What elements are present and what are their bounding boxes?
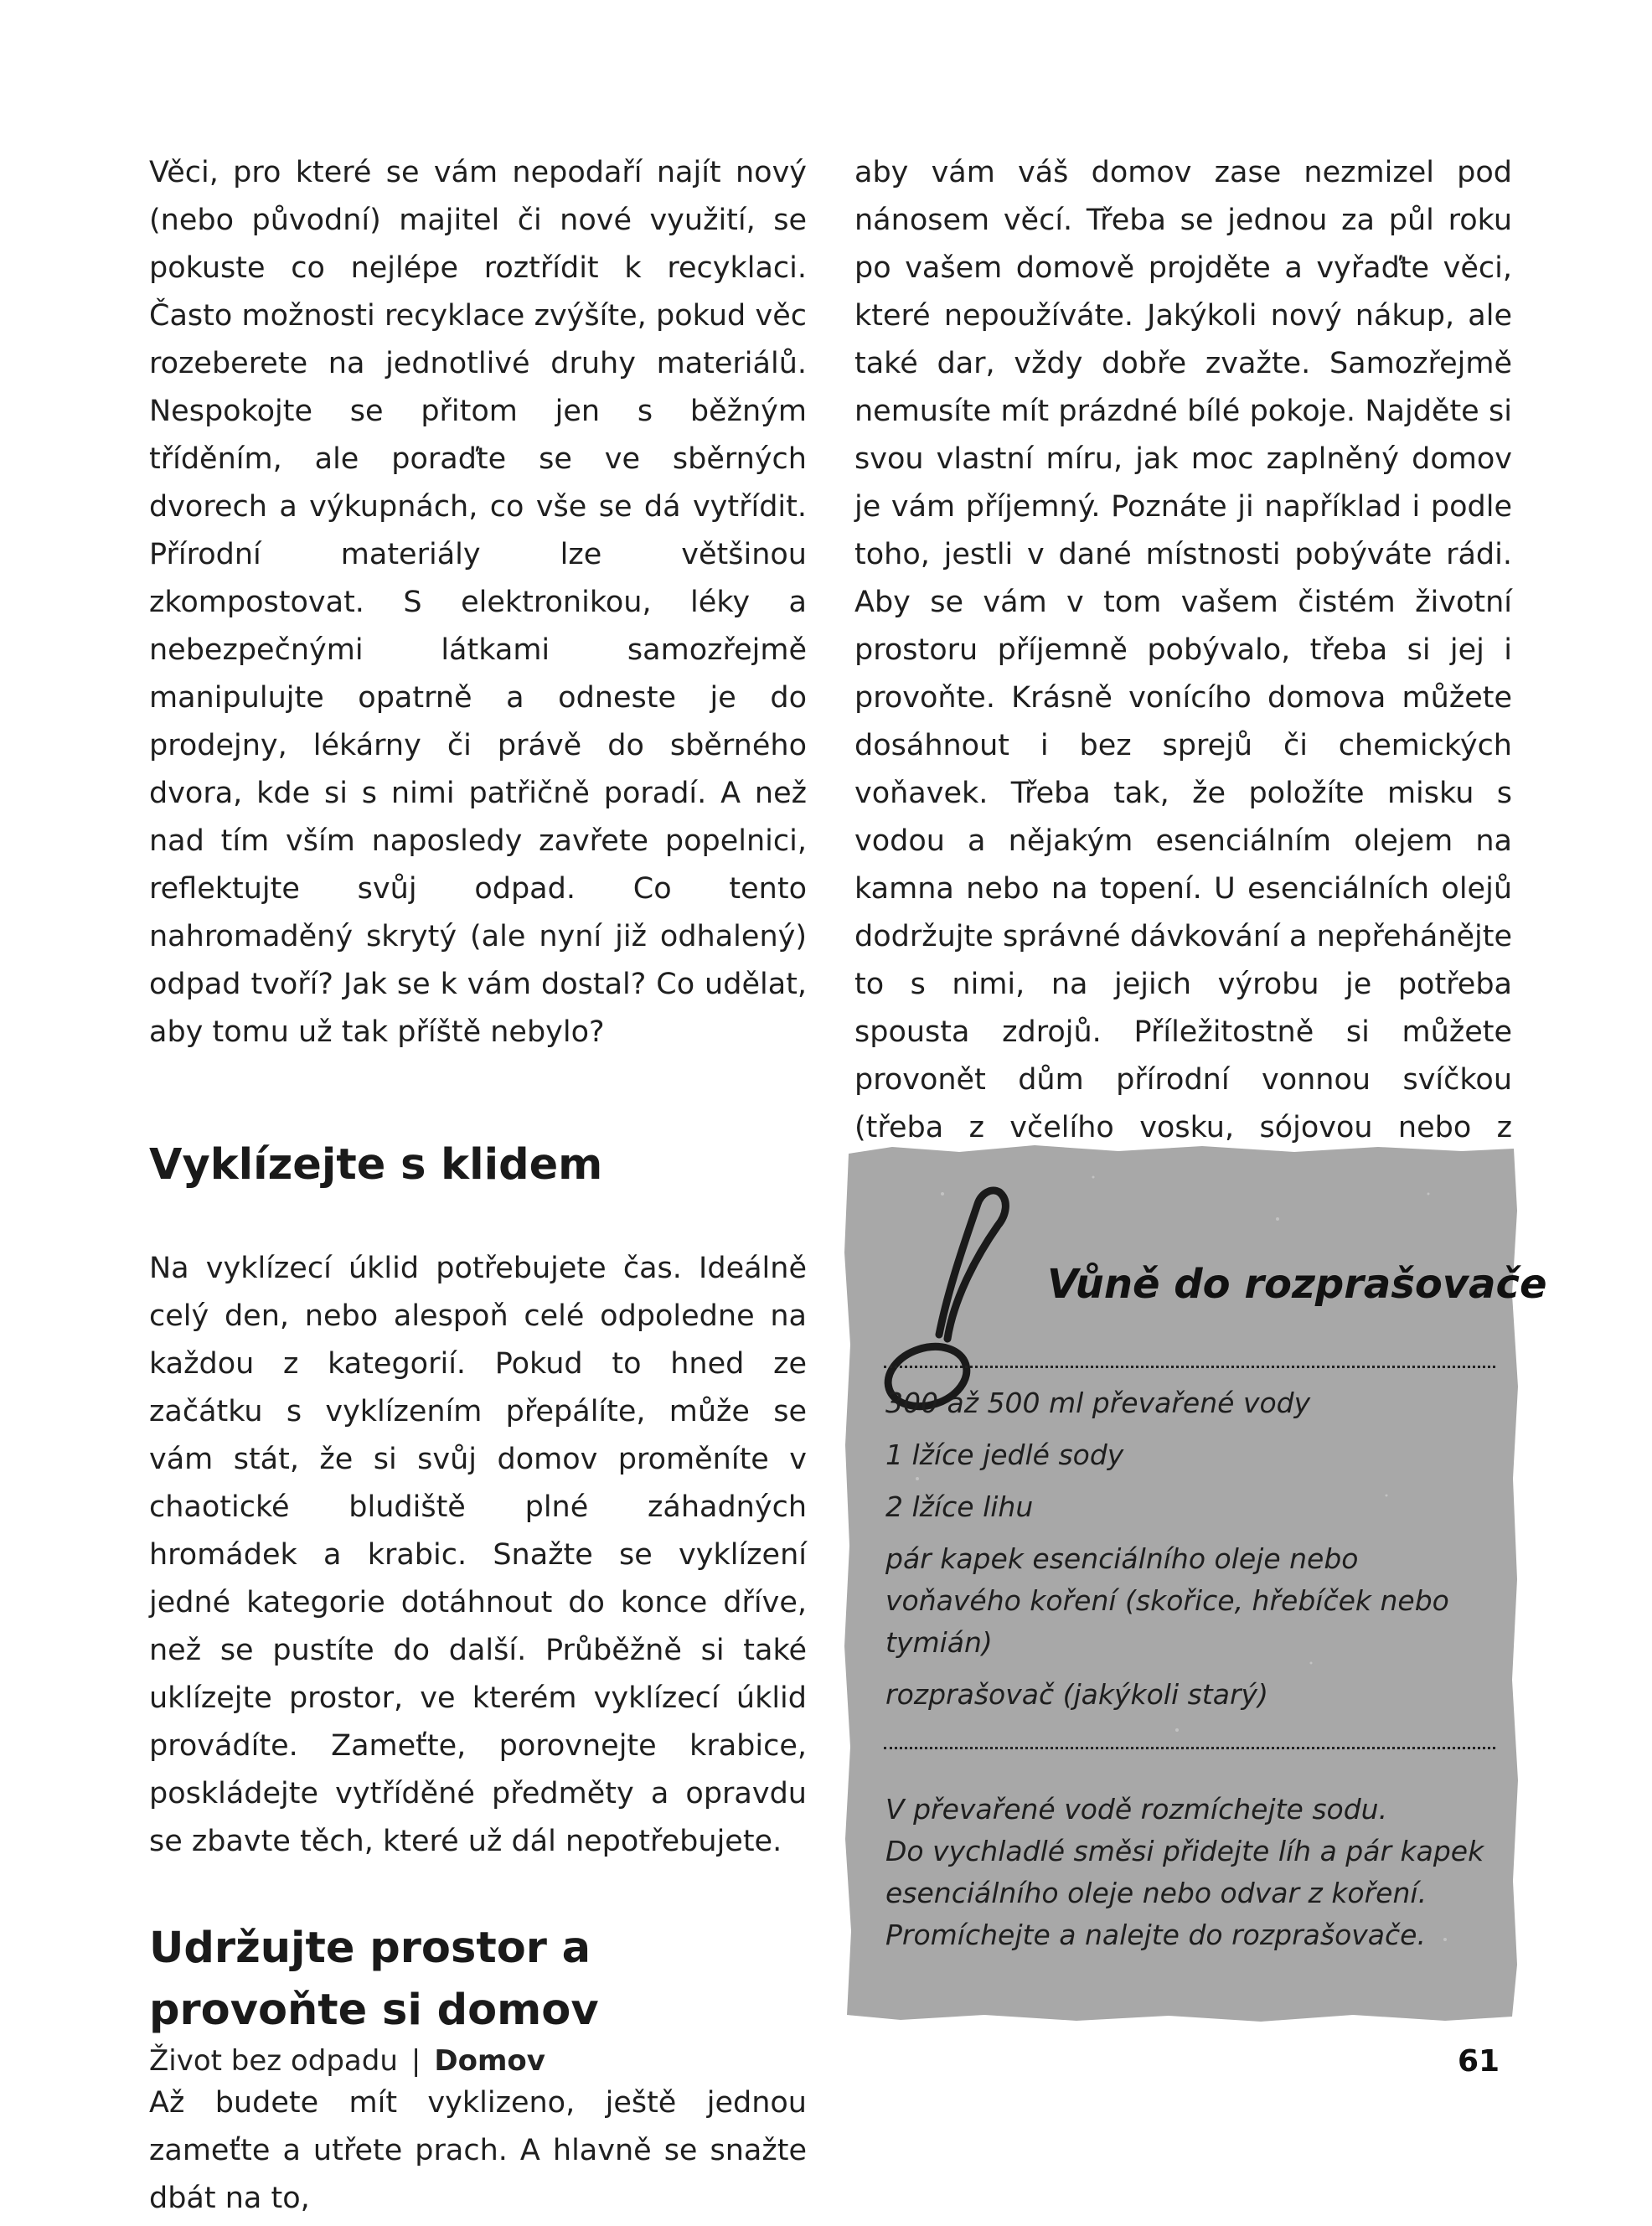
divider — [884, 1747, 1495, 1749]
body-paragraph: Na vyklízecí úklid potřebujete čas. Ideálně celý den, nebo alespoň celé odpoledne na každou z kategorií. Pokud to hned ze začátku s vyklízením přepálíte, může se vám stát, že si svůj domov proměníte v chaotické bludiště plné záhadných hromádek a krabic. Snažte se vyklízení jedné kategorie dotáhnout do konce dříve, než se pustíte do další. Průběžně si také uklízejte prostor, ve kterém vyklízecí úklid provádíte. Zameťte, porovnejte krabice, poskládejte vytříděné předměty a opravdu se zbavte těch, které už dál nepotřebujete. — [149, 1252, 807, 1858]
body-paragraph: Až budete mít vyklizeno, ještě jednou zameťte a utřete prach. A hlavně se snažte dbát na to, — [149, 2086, 807, 2215]
list-item: 2 lžíce lihu — [885, 1490, 1034, 1523]
section-heading-udrzujte: Udržujte prostor a provoňte si domov — [149, 1924, 599, 2035]
recipe-box — [842, 1144, 1547, 2023]
instruction-line: Promíchejte a nalejte do rozprašovače. — [885, 1919, 1426, 1951]
instruction-line: esenciálního oleje nebo odvar z koření. — [885, 1877, 1427, 1909]
body-paragraph: aby vám váš domov zase nezmizel pod nánosem věcí. Třeba se jednou za půl roku po vašem domově projděte a vyřaďte věci, které nepoužíváte. Jakýkoli nový nákup, ale také dar, vždy dobře zvažte. Samozřejmě nemusíte mít prázdné bílé pokoje. Najděte si svou vlastní míru, jak moc zaplněný domov je vám příjemný. Poznáte ji například i podle toho, jestli v dané místnosti pobýváte rádi. Aby se vám v tom vašem čistém životní prostoru příjemně pobývalo, třeba si jej i provoňte. Krásně vonícího domova můžete dosáhnout i bez sprejů či chemických voňavek. Třeba tak, že položíte misku s vodou a nějakým esenciálním olejem na kamna nebo na topení. U esenciálních olejů dodržujte správné dávkování a nepřehánějte to s nimi, na jejich výrobu je potřeba spousta zdrojů. Příležitostně si můžete provonět dům přírodní vonnou svíčkou (třeba z včelího vosku, sójovou nebo z — [854, 156, 1512, 1144]
body-paragraph: Věci, pro které se vám nepodaří najít nový (nebo původní) majitel či nové využití, se pokuste co nejlépe roztřídit k recyklaci. Často možnosti recyklace zvýšíte, pokud věc rozeberete na jednotlivé druhy materiálů. Nespokojte se přitom jen s běžným tříděním, ale poraďte se ve sběrných dvorech a výkupnách, co vše se dá vytřídit. Přírodní materiály lze většinou zkompostovat. S elektronikou, léky a nebezpečnými látkami samozřejmě manipulujte opatrně a odneste je do prodejny, lékárny či právě do sběrného dvora, kde si s nimi patřičně poradí. A než nad tím vším naposledy zavřete popelnici, reflektujte svůj odpad. Co tento nahromaděný skrytý (ale nyní již odhalený) odpad tvoří? Jak se k vám dostal? Co udělat, aby tomu už tak příště nebylo? — [149, 156, 807, 1049]
list-item: rozprašovač (jakýkoli starý) — [885, 1678, 1268, 1711]
instruction-line: Do vychladlé směsi přidejte líh a pár kapek — [885, 1835, 1484, 1867]
left-column — [149, 149, 807, 2223]
right-column — [854, 149, 1512, 1200]
instruction-line: V převařené vodě rozmíchejte sodu. — [885, 1793, 1388, 1826]
footer-separator: | — [410, 2044, 421, 2078]
list-item: pár kapek esenciálního oleje nebo voňavého koření (skořice, hřebíček nebo tymián) — [885, 1542, 1449, 1659]
book-title: Život bez odpadu — [149, 2044, 398, 2078]
page-footer — [149, 2044, 545, 2078]
page-number: 61 — [1458, 2044, 1500, 2079]
divider — [884, 1366, 1495, 1368]
list-item: 300 až 500 ml převařené vody — [885, 1387, 1311, 1419]
recipe-title: Vůně do rozprašovače — [1047, 1261, 1547, 1308]
section-heading-vyklizejte: Vyklízejte s klidem — [149, 1140, 603, 1190]
recipe-instructions — [885, 1789, 1489, 1956]
chapter-name: Domov — [434, 2044, 545, 2078]
list-item: 1 lžíce jedlé sody — [885, 1438, 1124, 1471]
ingredient-list — [885, 1382, 1489, 1726]
